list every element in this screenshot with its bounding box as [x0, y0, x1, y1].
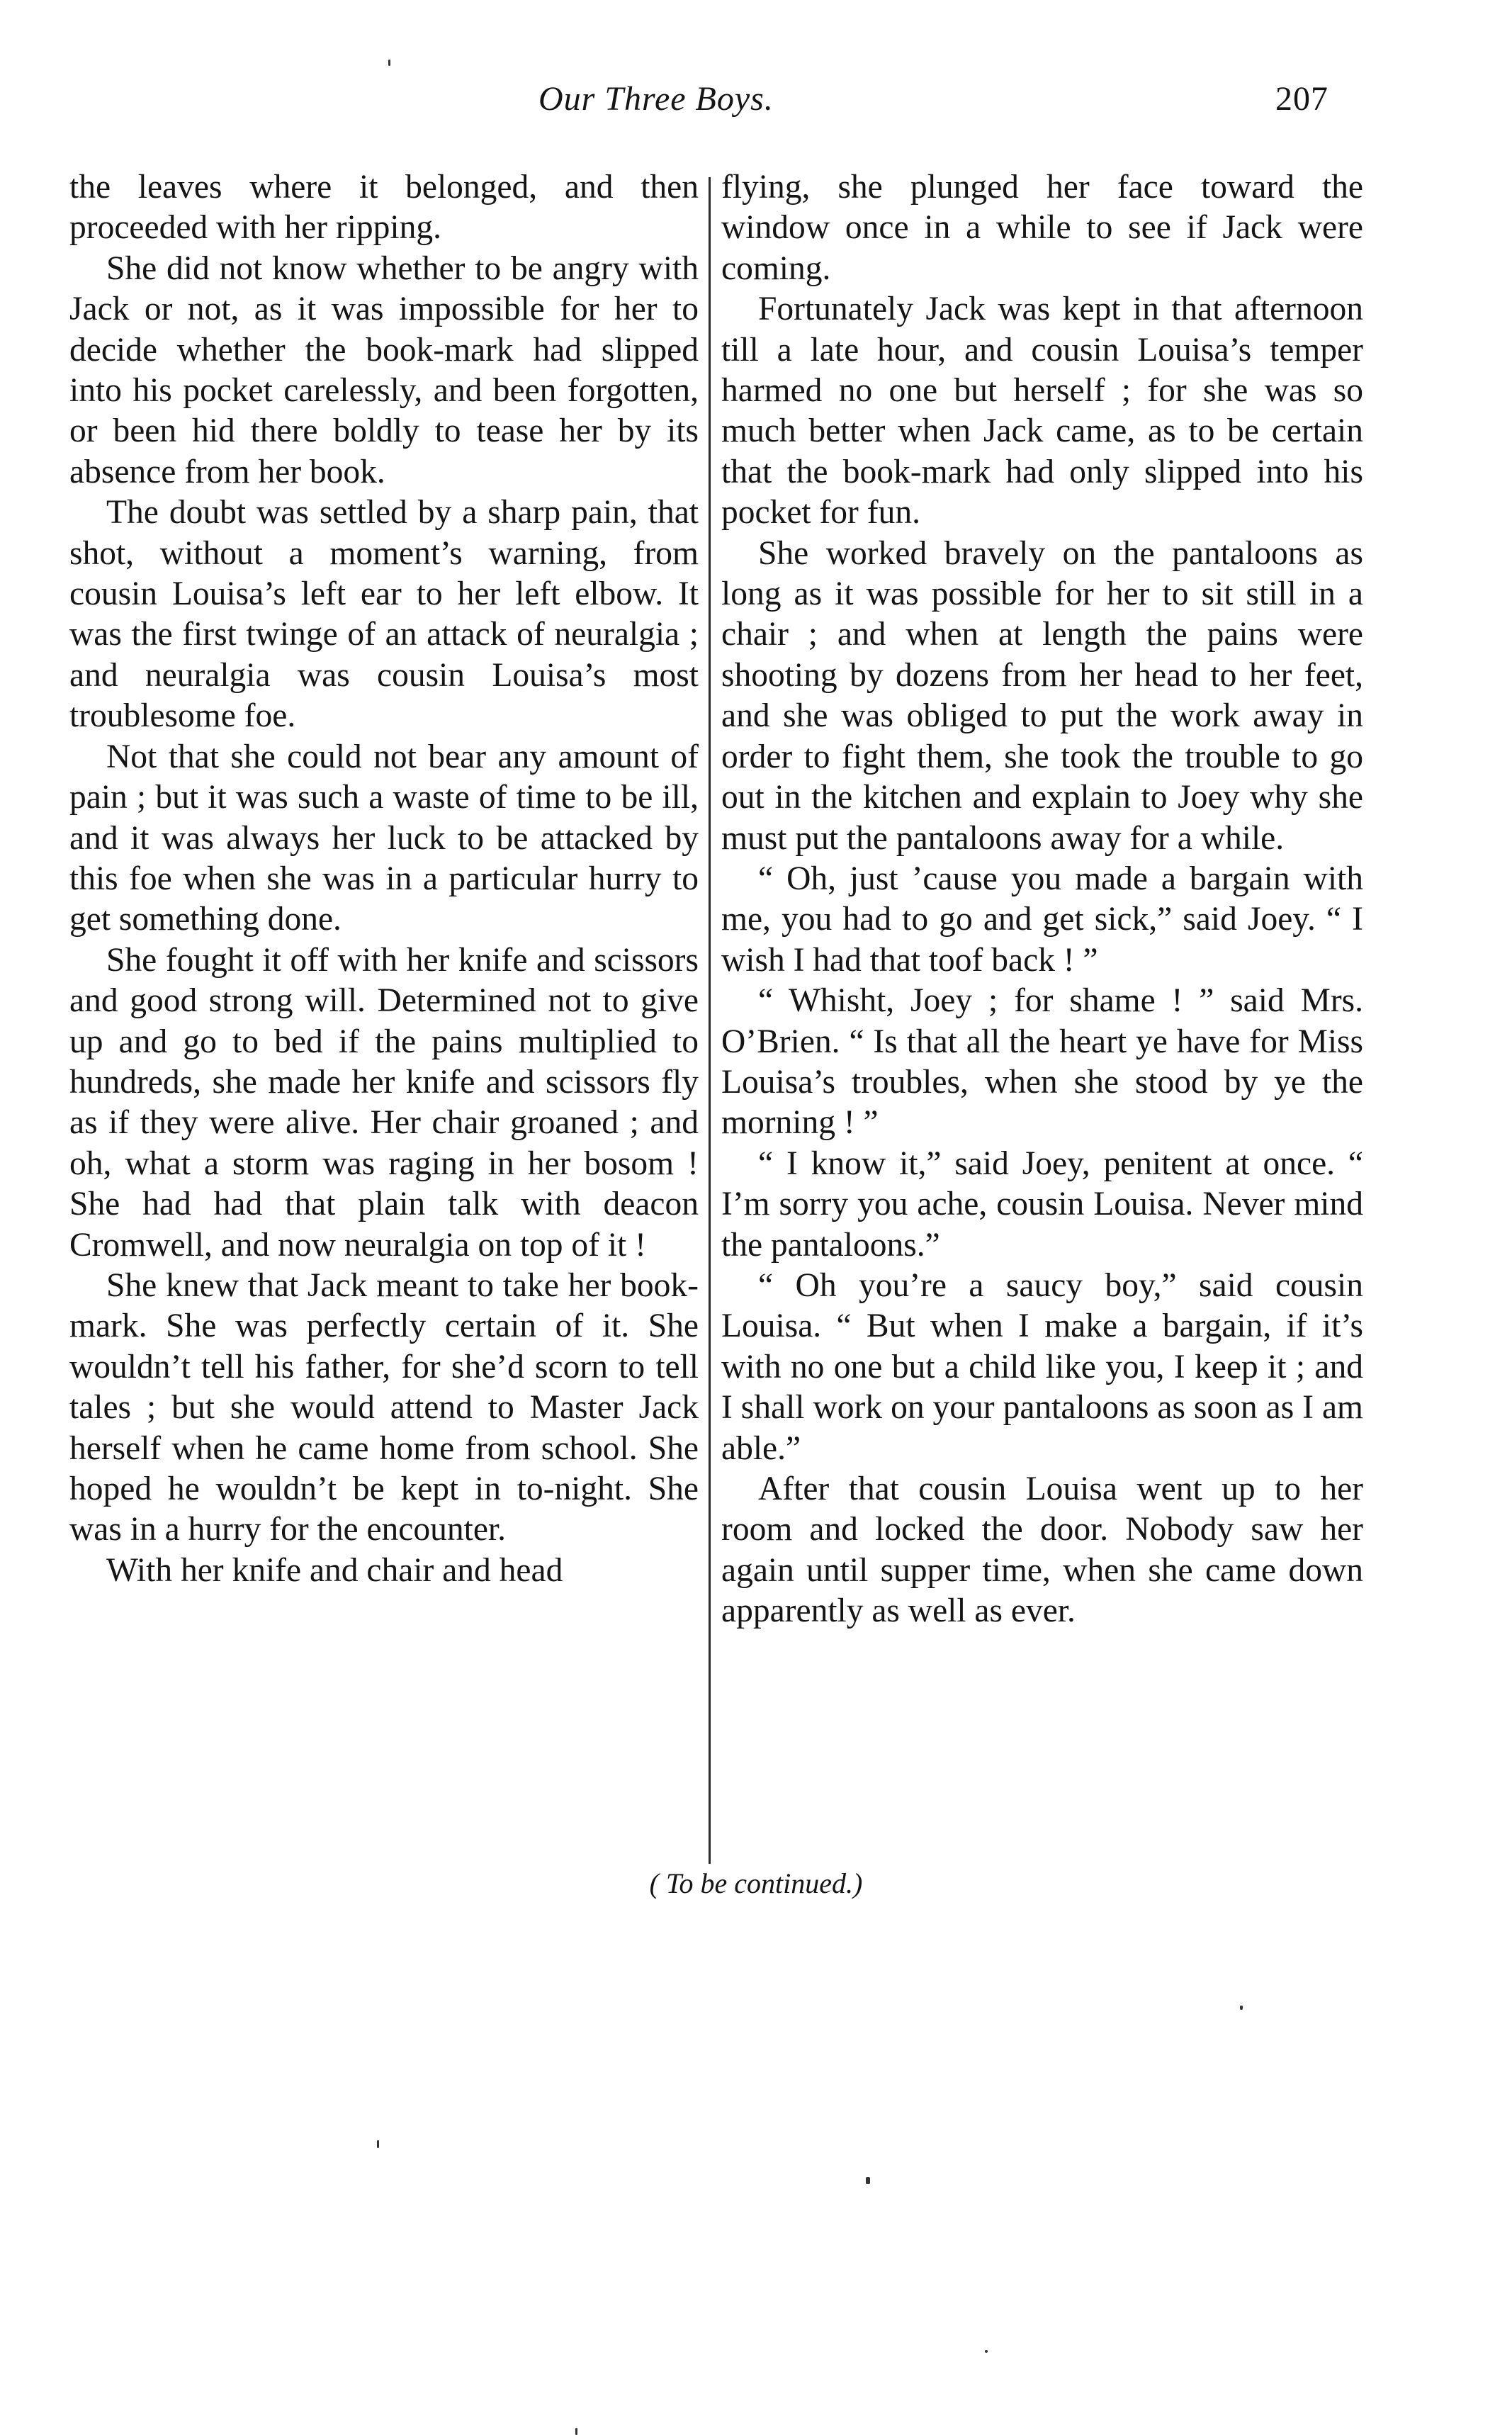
paragraph: She worked bravely on the pantaloons as long as it was possible for her to sit still in a chair ; and when at length the pains were shooting by dozens from her head to her feet, and she was obliged to put the work away in order to fight them, she took the trouble to go out in the kitchen and explain to Joey why she must put the pantaloons away for a while.	[721, 534, 1363, 857]
paragraph: She did not know whether to be angry with Jack or not, as it was impossible for her to decide whether the book-mark had slipped into his pocket carelessly, and been forgotten, or been hid there boldly to tease her by its absence from her book.	[69, 249, 699, 490]
print-speck	[575, 2428, 577, 2435]
print-speck	[377, 2140, 379, 2148]
paragraph: “ Oh you’re a saucy boy,” said cousin Louisa. “ But when I make a bargain, if it’s with no one but a child like you, I keep it ; and I shall work on your pantaloons as soon as I am able.”	[721, 1266, 1363, 1467]
running-head	[0, 79, 1512, 129]
paragraph: “ I know it,” said Joey, penitent at once. “ I’m sorry you ache, cousin Louisa. Never mind the pantaloons.”	[721, 1145, 1363, 1264]
paragraph: “ Oh, just ’cause you made a bargain with me, you had to go and get sick,” said Joey. “ I wish I had that toof back ! ”	[721, 860, 1363, 979]
paragraph: She knew that Jack meant to take her book-mark. She was perfectly certain of it. She wouldn’t tell his father, for she’d scorn to tell tales ; but she would attend to Master Jack herself when he came home from school. She hoped he wouldn’t be kept in to-night. She was in a hurry for the encounter.	[69, 1266, 699, 1548]
paragraph: “ Whisht, Joey ; for shame ! ” said Mrs. O’Brien. “ Is that all the heart ye have for Miss Louisa’s troubles, when she stood by ye the morning ! ”	[721, 982, 1363, 1142]
right-column	[721, 167, 1363, 1632]
paragraph: With her knife and chair and head	[106, 1551, 563, 1589]
paragraph: After that cousin Louisa went up to her room and locked the door. Nobody saw her again until supper time, when she came down apparently as well as ever.	[721, 1470, 1363, 1630]
print-speck	[985, 2350, 988, 2353]
column-divider	[709, 177, 711, 1864]
running-title: Our Three Boys.	[538, 80, 774, 118]
continued-note: ( To be continued.)	[649, 1867, 863, 1899]
paragraph: flying, she plunged her face toward the window once in a while to see if Jack were coming.	[721, 169, 1363, 287]
paragraph: She fought it off with her knife and scissors and good strong will. Determined not to give up and go to bed if the pains multiplied to hundreds, she made her knife and scissors fly as if they were alive. Her chair groaned ; and oh, what a storm was raging in her bosom ! She had had that plain talk with deacon Cromwell, and now neuralgia on top of it !	[69, 941, 699, 1264]
page-number: 207	[1275, 80, 1328, 118]
print-speck	[388, 60, 390, 66]
paragraph: The doubt was settled by a sharp pain, that shot, without a moment’s warning, from cousin Louisa’s left ear to her left elbow. It was the first twinge of an attack of neuralgia ; and neuralgia was cousin Louisa’s most troublesome foe.	[69, 494, 699, 735]
paragraph: the leaves where it belonged, and then proceeded with her ripping.	[69, 169, 699, 247]
left-column	[69, 167, 699, 1591]
print-speck	[1240, 2006, 1243, 2010]
print-speck	[866, 2177, 870, 2184]
paragraph: Not that she could not bear any amount of pain ; but it was such a waste of time to be ill, and it was always her luck to be attacked by this foe when she was in a particular hurry to get something done.	[69, 738, 699, 938]
paragraph: Fortunately Jack was kept in that afternoon till a late hour, and cousin Louisa’s temper harmed no one but herself ; for she was so much better when Jack came, as to be certain that the book-mark had only slipped into his pocket for fun.	[721, 291, 1363, 532]
